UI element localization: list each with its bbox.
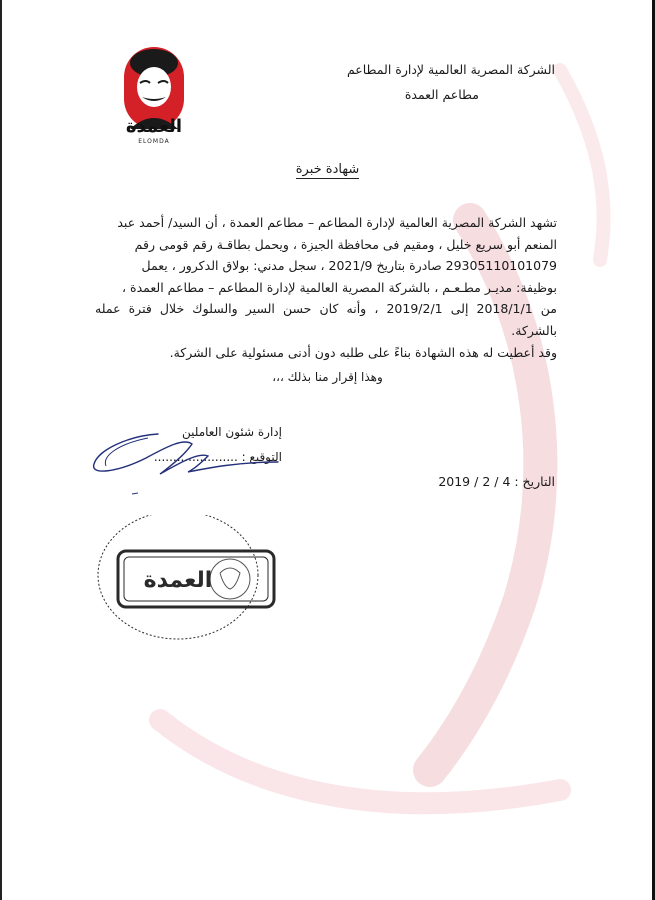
stamp-text: العمدة [143, 568, 213, 593]
handwritten-signature [88, 428, 288, 498]
company-stamp [96, 515, 276, 645]
logo-subtitle: ELOMDA [138, 138, 170, 145]
certificate-body [95, 212, 557, 363]
date-label: التاريخ : 4 / 2 / 2019 [438, 474, 555, 489]
body-line: 29305110101079 صادرة بتاريخ 2021/9 ، سجل مدني: بولاق الدكرور ، يعمل [141, 258, 557, 274]
logo-wordmark: العمدة [125, 116, 183, 137]
branch-name: مطاعم العمدة [404, 87, 479, 102]
certificate-title-text: شهادة خبرة [295, 162, 360, 177]
hr-department-label: إدارة شئون العاملين [181, 425, 282, 439]
acknowledgement-line: وهذا إقرار منا بذلك ،،، [272, 370, 383, 384]
body-line: وقد أعطيت له هذه الشهادة بناءً على طلبه دون أدنى مسئولية على الشركة. [169, 344, 557, 360]
body-line: من 2018/1/1 إلى 2019/2/1 ، وأنه كان حسن السير والسلوك خلال فترة عمله بالشركة. [95, 301, 557, 338]
body-line: تشهد الشركة المصرية العالمية لإدارة المطاعم – مطاعم العمدة ، أن السيد/ أحمد عبد [117, 215, 557, 230]
signature-label: التوقيع : ...................... [153, 450, 282, 464]
page-edge-left [0, 0, 2, 900]
body-line: المنعم أبو سريع خليل ، ومقيم فى محافظة الجيزة ، ويحمل بطاقـة رقم قومى رقم [134, 236, 557, 252]
company-name: الشركة المصرية العالمية لإدارة المطاعم [346, 62, 555, 77]
body-line: بوظيفة: مديـر مطـعـم ، بالشركة المصرية العالمية لإدارة المطاعم – مطاعم العمدة ، [122, 279, 557, 295]
certificate-title [0, 162, 655, 177]
